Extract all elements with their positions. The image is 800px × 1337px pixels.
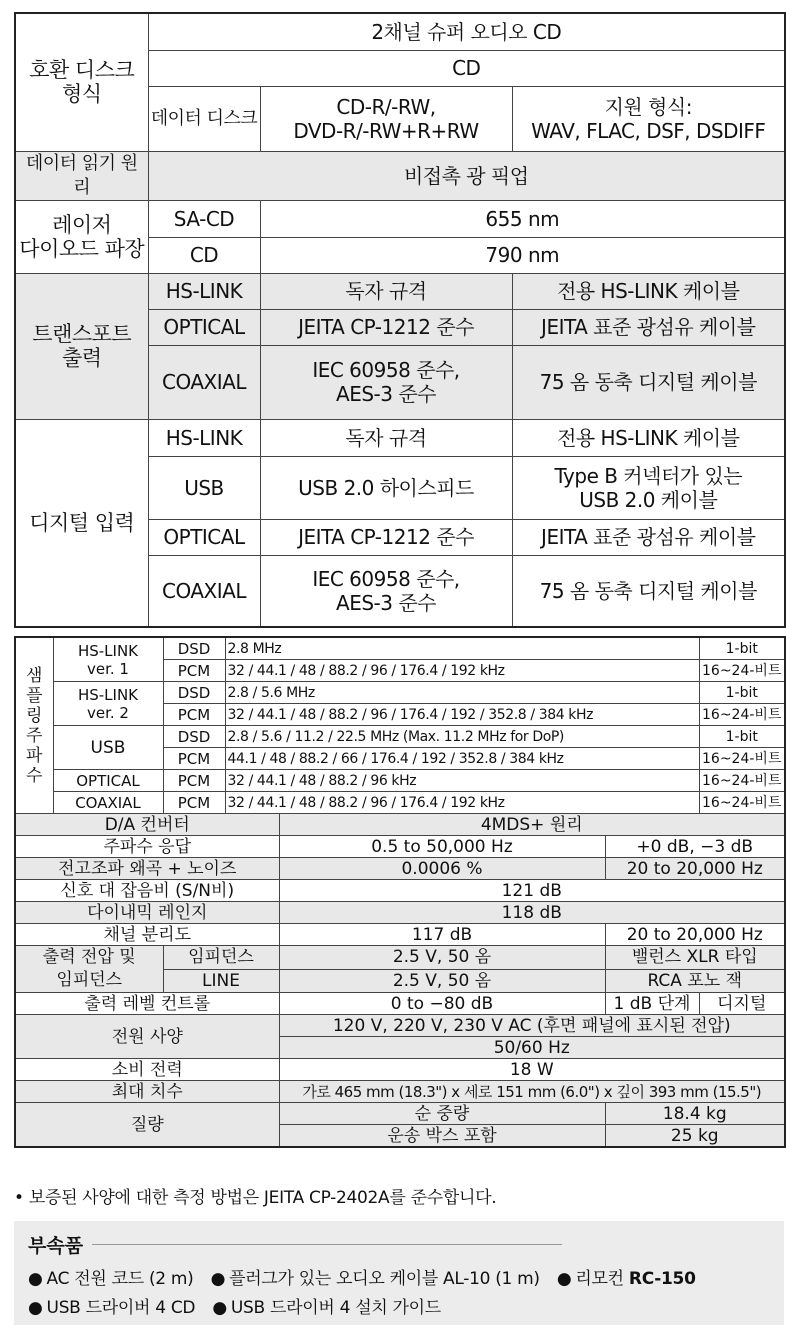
dim-label: 최대 치수 [15,1081,279,1103]
wt-net-value: 18.4 kg [605,1103,785,1125]
optical-pcm-label: PCM [163,770,225,792]
cons-label: 소비 전력 [15,1059,279,1081]
accessories-title: 부속품 [28,1235,84,1257]
accessory-label: AC 전원 코드 (2 m) [46,1269,194,1289]
wt-label: 질량 [15,1103,279,1148]
coaxial-pcm-bits: 16~24-비트 [699,792,785,814]
thd-value1: 0.0006 % [279,858,605,880]
usb-dsd-label: DSD [163,726,225,748]
usb-pcm-freq: 44.1 / 48 / 88.2 / 66 / 176.4 / 192 / 352.8 / 384 kHz [225,748,699,770]
usb-dsd-bits: 1-bit [699,726,785,748]
out-bal-value: 2.5 V, 50 옴 [279,946,605,970]
out-label: 출력 전압 및 임피던스 [15,946,163,993]
lvl-label: 출력 레벨 컨트롤 [15,993,279,1015]
transport-hslink: HS-LINK [148,273,260,309]
fr-label: 주파수 응답 [15,836,279,858]
input-hslink-cable: 전용 HS-LINK 케이블 [512,419,785,456]
audio-spec-table [14,636,786,1148]
hs2-pcm-freq: 32 / 44.1 / 48 / 88.2 / 96 / 176.4 / 192 / 352.8 / 384 kHz [225,704,699,726]
dr-value: 118 dB [279,902,785,924]
accessories-divider [92,1244,562,1245]
accessory-item [212,1298,441,1318]
bullet-icon: ● [556,1269,572,1289]
thd-label: 전고조파 왜곡 + 노이즈 [15,858,279,880]
data-disc-label: 데이터 디스크 [148,86,260,151]
accessories-box [14,1221,784,1325]
hs2-pcm-bits: 16~24-비트 [699,704,785,726]
input-hslink: HS-LINK [148,419,260,456]
hs1-pcm-freq: 32 / 44.1 / 48 / 88.2 / 96 / 176.4 / 192 kHz [225,660,699,682]
accessory-item [28,1298,195,1318]
sep-value2: 20 to 20,000 Hz [605,924,785,946]
accessory-item [557,1269,696,1289]
coaxial-pcm-freq: 32 / 44.1 / 48 / 88.2 / 96 / 176.4 / 192 kHz [225,792,699,814]
bullet-icon: ● [28,1298,43,1318]
fr-value2: +0 dB, −3 dB [605,836,785,858]
bullet-icon: ● [28,1269,43,1289]
data-media-cell: CD-R/-RW, DVD-R/-RW+R+RW [260,86,512,151]
optical-label: OPTICAL [53,770,163,792]
input-optical: OPTICAL [148,519,260,555]
hs2-dsd-bits: 1-bit [699,682,785,704]
lvl-type: 디지털 [699,993,785,1015]
optical-pcm-bits: 16~24-비트 [699,770,785,792]
transport-hslink-cable: 전용 HS-LINK 케이블 [512,273,785,309]
hs1-label: HS-LINK ver. 1 [53,637,163,682]
transport-optical: OPTICAL [148,309,260,345]
input-hslink-spec: 독자 규격 [260,419,512,456]
accessory-item [211,1269,540,1289]
input-usb-cable: Type B 커넥터가 있는 USB 2.0 케이블 [512,456,785,519]
fr-value1: 0.5 to 50,000 Hz [279,836,605,858]
transport-coaxial-spec: IEC 60958 준수, AES-3 준수 [260,345,512,419]
laser-sacd-value: 655 nm [260,200,785,237]
formats-cell: 지원 형식: WAV, FLAC, DSF, DSDIFF [512,86,785,151]
wt-net-label: 순 중량 [279,1103,605,1125]
hs2-pcm-label: PCM [163,704,225,726]
input-optical-cable: JEITA 표준 광섬유 케이블 [512,519,785,555]
transport-coaxial: COAXIAL [148,345,260,419]
cons-value: 18 W [279,1059,785,1081]
transport-optical-spec: JEITA CP-1212 준수 [260,309,512,345]
pwr-value2: 50/60 Hz [279,1037,785,1059]
read-label: 데이터 읽기 원리 [15,151,148,200]
sampling-label: 샘플링 주파수 [15,637,53,814]
transport-hslink-spec: 독자 규격 [260,273,512,309]
measurement-note: • 보증된 사양에 대한 측정 방법은 JEITA CP-2402A를 준수합니다. [14,1188,497,1208]
sacd-cell: 2채널 슈퍼 오디오 CD [148,13,785,50]
hs1-pcm-bits: 16~24-비트 [699,660,785,682]
input-coaxial-cable: 75 옴 동축 디지털 케이블 [512,555,785,627]
transport-label: 트랜스포트 출력 [15,273,148,419]
transport-coaxial-cable: 75 옴 동축 디지털 케이블 [512,345,785,419]
snr-label: 신호 대 잡음비 (S/N비) [15,880,279,902]
laser-label: 레이저 다이오드 파장 [15,200,148,273]
hs1-dsd-bits: 1-bit [699,637,785,660]
input-usb: USB [148,456,260,519]
coaxial-label: COAXIAL [53,792,163,814]
accessory-label: 리모컨 [575,1269,629,1289]
remote-model: RC-150 [628,1269,696,1289]
coaxial-pcm-label: PCM [163,792,225,814]
hs2-dsd-label: DSD [163,682,225,704]
thd-value2: 20 to 20,000 Hz [605,858,785,880]
hs2-dsd-freq: 2.8 / 5.6 MHz [225,682,699,704]
pwr-value1: 120 V, 220 V, 230 V AC (후면 패널에 표시된 전압) [279,1015,785,1037]
wt-ship-value: 25 kg [605,1125,785,1148]
transport-optical-cable: JEITA 표준 광섬유 케이블 [512,309,785,345]
hs1-dsd-label: DSD [163,637,225,660]
laser-cd: CD [148,237,260,273]
dim-value: 가로 465 mm (18.3") x 세로 151 mm (6.0") x 깊이 393 mm (15.5") [279,1081,785,1103]
pwr-label: 전원 사양 [15,1015,279,1059]
snr-value: 121 dB [279,880,785,902]
accessory-label: 플러그가 있는 오디오 케이블 AL-10 (1 m) [229,1269,540,1289]
usb-dsd-freq: 2.8 / 5.6 / 11.2 / 22.5 MHz (Max. 11.2 MHz for DoP) [225,726,699,748]
hs1-dsd-freq: 2.8 MHz [225,637,699,660]
hs1-pcm-label: PCM [163,660,225,682]
input-coaxial: COAXIAL [148,555,260,627]
usb-pcm-bits: 16~24-비트 [699,748,785,770]
da-value: 4MDS+ 원리 [279,814,785,836]
accessories-row-1 [28,1264,708,1289]
input-coaxial-spec: IEC 60958 준수, AES-3 준수 [260,555,512,627]
accessory-label: USB 드라이버 4 CD [46,1298,196,1318]
accessory-item [28,1269,194,1289]
laser-cd-value: 790 nm [260,237,785,273]
disc-spec-table [14,12,786,628]
accessory-label: USB 드라이버 4 설치 가이드 [230,1298,441,1318]
wt-ship-label: 운송 박스 포함 [279,1125,605,1148]
out-imp-label: 임피던스 [163,946,279,970]
da-label: D/A 컨버터 [15,814,279,836]
out-line-value: 2.5 V, 50 옴 [279,969,605,993]
out-line-type: RCA 포노 잭 [605,969,785,993]
digital-input-label: 디지털 입력 [15,419,148,627]
usb-label: USB [53,726,163,770]
input-optical-spec: JEITA CP-1212 준수 [260,519,512,555]
compat-label: 호환 디스크 형식 [15,13,148,151]
bullet-icon: ● [210,1269,226,1289]
sep-value1: 117 dB [279,924,605,946]
optical-pcm-freq: 32 / 44.1 / 48 / 88.2 / 96 kHz [225,770,699,792]
accessories-row-2 [28,1293,453,1318]
sep-label: 채널 분리도 [15,924,279,946]
laser-sacd: SA-CD [148,200,260,237]
bullet-icon: ● [212,1298,227,1318]
usb-pcm-label: PCM [163,748,225,770]
lvl-step: 1 dB 단계 [605,993,699,1015]
cd-cell: CD [148,50,785,86]
lvl-value: 0 to −80 dB [279,993,605,1015]
hs2-label: HS-LINK ver. 2 [53,682,163,726]
out-line-label: LINE [163,969,279,993]
read-value: 비접촉 광 픽업 [148,151,785,200]
out-bal-type: 밸런스 XLR 타입 [605,946,785,970]
input-usb-spec: USB 2.0 하이스피드 [260,456,512,519]
dr-label: 다이내믹 레인지 [15,902,279,924]
